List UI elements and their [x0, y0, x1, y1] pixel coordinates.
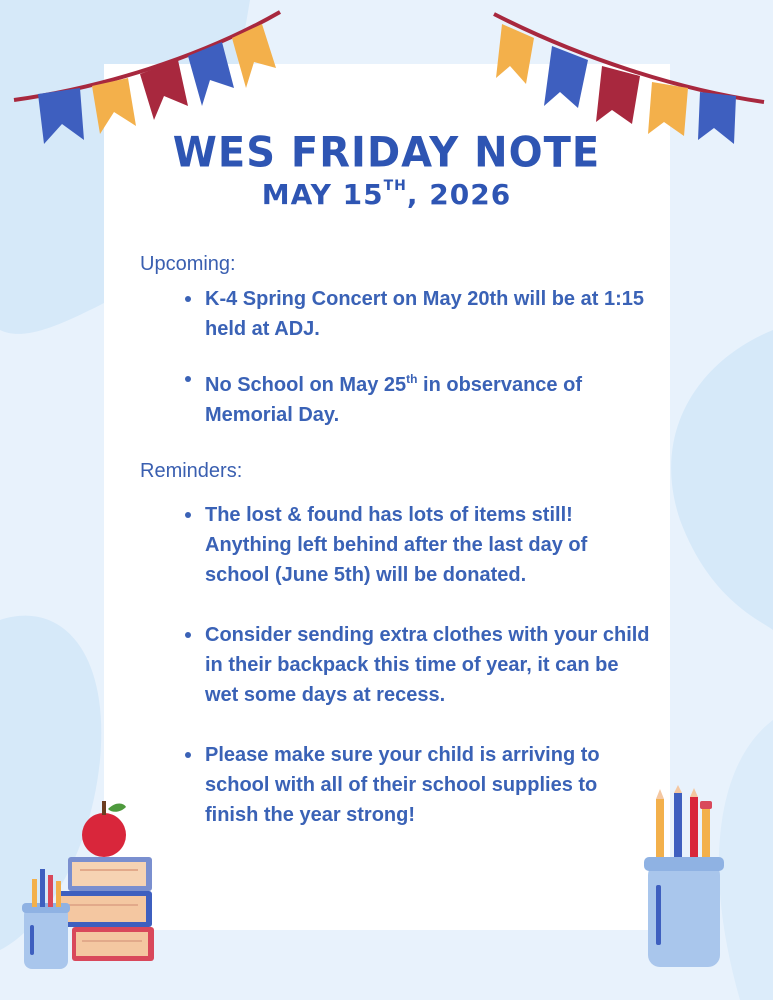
list-item: Consider sending extra clothes with your child in their backpack this time of year, it can be wet some days at recess.: [180, 620, 650, 710]
page-date: MAY 15TH, 2026: [261, 178, 512, 211]
page-title: WES FRIDAY NOTE: [172, 128, 601, 178]
upcoming-heading: Upcoming:: [140, 253, 236, 275]
upcoming-list: [180, 284, 650, 430]
bunting-left-icon: [10, 8, 290, 148]
list-item: Please make sure your child is arriving to school with all of their school supplies to finish the year strong!: [180, 740, 650, 830]
list-item: The lost & found has lots of items still! Anything left behind after the last day of school (June 5th) will be donated.: [180, 500, 650, 590]
books-apple-icon: [20, 795, 165, 975]
reminders-list: [180, 500, 650, 830]
pencil-jar-icon: [640, 785, 730, 970]
reminders-heading: Reminders:: [140, 460, 243, 482]
bunting-right-icon: [490, 8, 770, 148]
list-item: No School on May 25th in observance of Memorial Day.: [180, 364, 650, 430]
list-item: K-4 Spring Concert on May 20th will be at 1:15 held at ADJ.: [180, 284, 650, 344]
